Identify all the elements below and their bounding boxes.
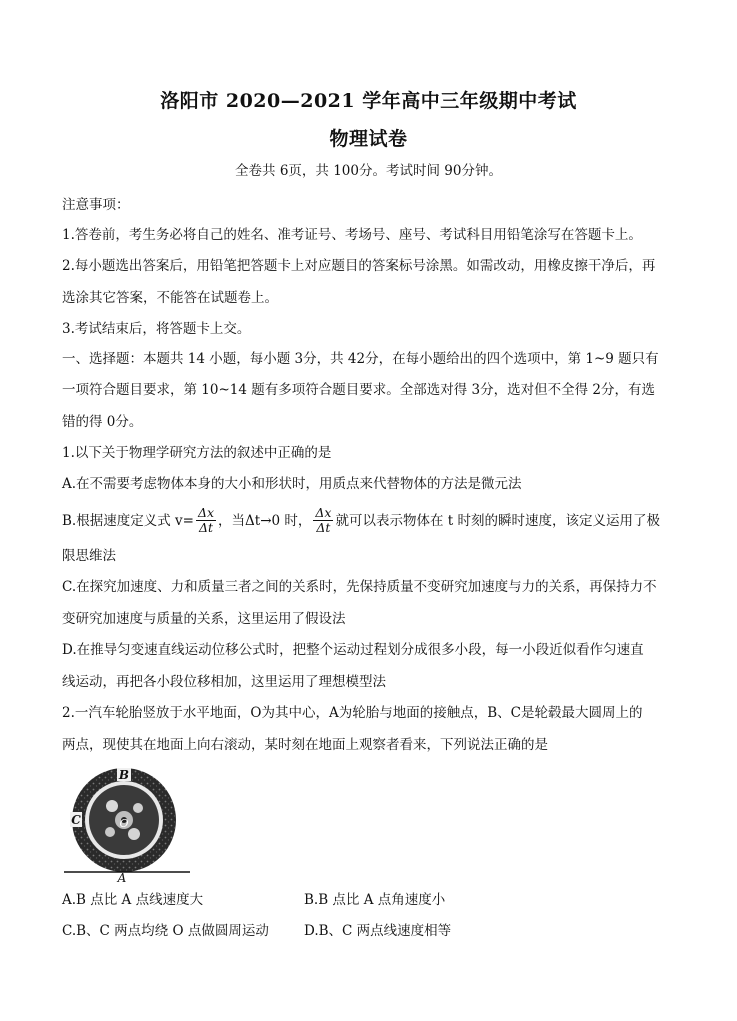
section-1-line2: 一项符合题目要求，第 10~14 题有多项符合题目要求。全部选对得 3分，选对但不全得 2分，有选: [62, 382, 656, 398]
fraction-numerator: Δx: [315, 505, 332, 520]
q1-stem: 1.以下关于物理学研究方法的叙述中正确的是: [62, 445, 332, 461]
fraction-denominator: Δt: [316, 520, 331, 535]
section-1-line1: 一、选择题：本题共 14 小题，每小题 3分，共 42分，在每小题给出的四个选项中，第 1~9 题只有: [62, 351, 659, 367]
q1-option-a: A.在不需要考虑物体本身的大小和形状时，用质点来代替物体的方法是微元法: [62, 476, 522, 492]
q1-b-mid: ，当Δt→0 时，: [218, 513, 312, 529]
q1-option-c-line2: 变研究加速度与质量的关系，这里运用了假设法: [62, 611, 346, 627]
section-1-line3: 错的得 0分。: [62, 414, 143, 430]
note-1: 1.答卷前，考生务必将自己的姓名、准考证号、考场号、座号、考试科目用铅笔涂写在答题卡上。: [62, 227, 642, 243]
tire-figure: [62, 764, 192, 882]
q2-option-a: A.B 点比 A 点线速度大: [62, 892, 204, 908]
notes-heading: 注意事项：: [62, 197, 130, 213]
q2-stem-line2: 两点，现使其在地面上向右滚动，某时刻在地面上观察者看来，下列说法正确的是: [62, 737, 548, 753]
q1-b-suffix: 就可以表示物体在 t 时刻的瞬时速度，该定义运用了极: [335, 513, 660, 529]
q2-option-c: C.B、C 两点均绕 O 点做圆周运动: [62, 923, 269, 939]
fraction-denominator: Δt: [198, 520, 214, 535]
exam-title: 洛阳市 2020—2021 学年高中三年级期中考试: [160, 90, 577, 112]
note-3: 3.考试结束后，将答题卡上交。: [62, 321, 251, 337]
label-c: C: [71, 813, 81, 827]
note-2-line2: 选涂其它答案，不能答在试题卷上。: [62, 290, 278, 306]
q1-option-c-line1: C.在探究加速度、力和质量三者之间的关系时，先保持质量不变研究加速度与力的关系，再保持力不: [62, 579, 657, 595]
exam-subtitle: 物理试卷: [329, 128, 408, 150]
fraction-dx-dt-2: [313, 506, 333, 535]
q1-option-d-line2: 线运动，再把各小段位移相加，这里运用了理想模型法: [62, 674, 386, 690]
label-a: A: [117, 871, 127, 882]
q2-option-b: B.B 点比 A 点角速度小: [304, 892, 446, 908]
label-o: O: [119, 817, 129, 830]
q1-option-d-line1: D.在推导匀变速直线运动位移公式时，把整个运动过程划分成很多小段，每一小段近似看作匀速直: [62, 642, 644, 658]
q1-b-prefix: B.根据速度定义式 v=: [62, 513, 194, 529]
q1-option-b-line2: 限思维法: [62, 548, 116, 564]
q1-option-b-line1: [62, 507, 682, 536]
tire-illustration: [62, 764, 192, 882]
fraction-numerator: Δx: [197, 505, 215, 520]
q2-stem-line1: 2.一汽车轮胎竖放于水平地面，O为其中心，A为轮胎与地面的接触点，B、C是轮毂最大圆周上的: [62, 705, 643, 721]
fraction-dx-dt-1: [196, 506, 216, 535]
exam-info: 全卷共 6页，共 100分。考试时间 90分钟。: [235, 163, 502, 179]
note-2-line1: 2.每小题选出答案后，用铅笔把答题卡上对应题目的答案标号涂黑。如需改动，用橡皮擦干净后，再: [62, 258, 656, 274]
q2-option-d: D.B、C 两点线速度相等: [304, 923, 452, 939]
label-b: B: [118, 768, 130, 782]
